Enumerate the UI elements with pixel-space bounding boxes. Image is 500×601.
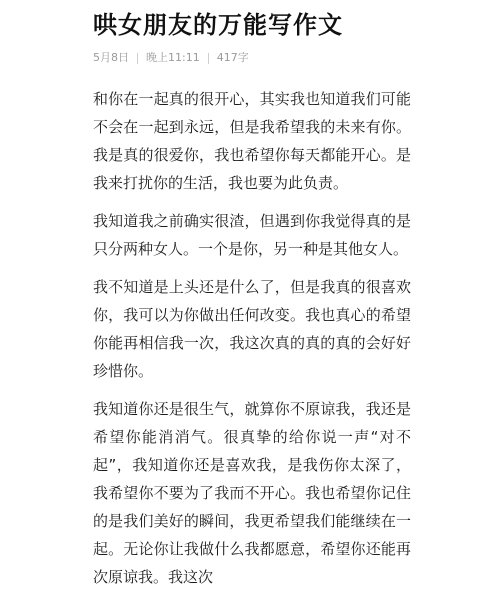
article-paragraph: 我知道我之前确实很渣，但遇到你我觉得真的是只分两种女人。一个是你，另一种是其他女人。 xyxy=(93,212,411,258)
meta-divider xyxy=(137,53,138,64)
article-body xyxy=(93,85,411,601)
article-title: 哄女朋友的万能写作文 xyxy=(93,11,343,39)
article-paragraph: 我知道你还是很生气，就算你不原谅我，我还是希望你能消消气。很真挚的给你说一声“对不起”，我知道你还是喜欢我，是我伤你太深了，我希望你不要为了我而不开心。我也希望你记住的是我们美好的瞬间，我更希望我们能继续在一起。无论你让我做什么我都愿意，希望你还能再次原谅我。我这次 xyxy=(93,400,411,586)
meta-divider xyxy=(208,53,209,64)
article-meta xyxy=(93,51,249,65)
post-time: 晚上11:11 xyxy=(146,51,200,64)
word-count: 417字 xyxy=(216,51,249,64)
post-date: 5月8日 xyxy=(93,51,129,64)
article-paragraph: 和你在一起真的很开心，其实我也知道我们可能不会在一起到永远，但是我希望我的未来有你。我是真的很爱你，我也希望你每天都能开心。是我来打扰你的生活，我也要为此负责。 xyxy=(93,90,411,192)
article-paragraph: 我不知道是上头还是什么了，但是我真的很喜欢你，我可以为你做出任何改变。我也真心的希望你能再相信我一次，我这次真的真的真的会好好珍惜你。 xyxy=(93,278,411,380)
